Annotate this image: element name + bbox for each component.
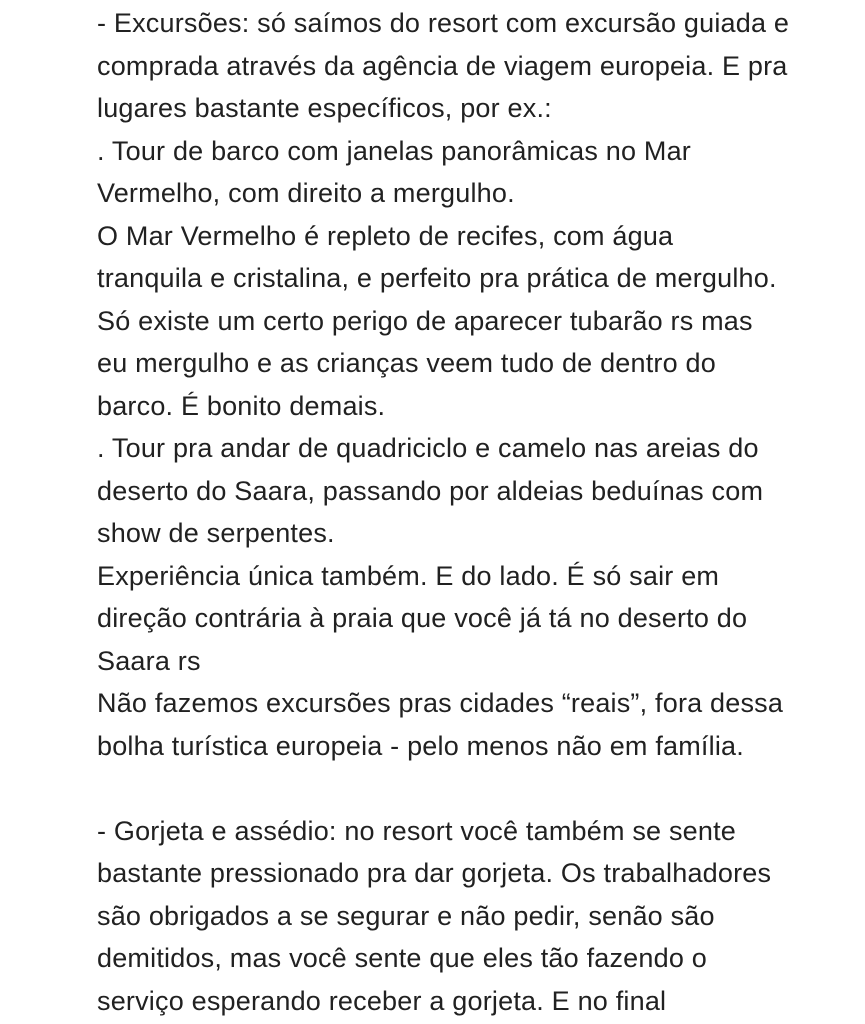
text-line: serviço esperando receber a gorjeta. E no final [97, 985, 667, 1016]
text-line: demitidos, mas você sente que eles tão fazendo o [97, 943, 707, 973]
text-line: Experiência única também. E do lado. É só sair em [97, 560, 720, 591]
text-line: tranquila e cristalina, e perfeito pra prática de mergulho. [97, 263, 777, 293]
text-line: - Gorjeta e assédio: no resort você também se sente [97, 815, 737, 846]
text-line: - Excursões: só saímos do resort com excursão guiada e [97, 8, 790, 38]
text-lines [97, 2, 810, 1022]
blank-line [97, 767, 810, 810]
text-line: deserto do Saara, passando por aldeias beduínas com [97, 475, 764, 506]
text-line: eu mergulho e as crianças veem tudo de dentro do [97, 348, 716, 378]
text-line: bolha turística europeia - pelo menos não em família. [97, 730, 744, 761]
text-line: Só existe um certo perigo de aparecer tubarão rs mas [97, 305, 753, 336]
text-line: . Tour pra andar de quadriciclo e camelo nas areias do [97, 433, 759, 463]
text-line: barco. É bonito demais. [97, 390, 386, 421]
text-line: O Mar Vermelho é repleto de recifes, com água [97, 220, 674, 251]
text-line: Saara rs [97, 645, 201, 676]
text-line: Vermelho, com direito a mergulho. [97, 178, 515, 208]
text-line: bastante pressionado pra dar gorjeta. Os trabalhadores [97, 858, 772, 888]
text-line: lugares bastante específicos, por ex.: [97, 93, 552, 123]
text-line: . Tour de barco com janelas panorâmicas no Mar [97, 135, 691, 166]
text-line: Não fazemos excursões pras cidades “reais”, fora dessa [97, 688, 784, 718]
text-line: direção contrária à praia que você já tá no deserto do [97, 603, 748, 633]
text-line: comprada através da agência de viagem europeia. E pra [97, 50, 788, 81]
text-line: show de serpentes. [97, 518, 335, 548]
text-line: são obrigados a se segurar e não pedir, senão são [97, 900, 715, 931]
